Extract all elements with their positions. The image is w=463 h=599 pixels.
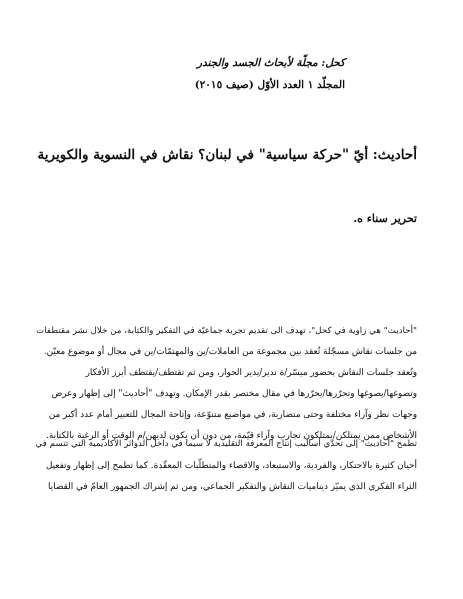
paragraph-line: وتُعقد جلسات النقاش بحضور ميسّر/ة تدير/يدير الحوار، ومن ثم تقتطف/يقتطف أبرز الأفكار — [85, 368, 417, 378]
journal-name: كحل: مجلّة لأبحاث الجسد والجندر — [197, 57, 345, 69]
paragraph-line: من جلسات نقاش مسجّلة تُعقد بين مجموعة من العاملات/ين والمهتمّات/ين في مجال أو موضوع معيّن. — [43, 347, 417, 357]
journal-issue: المجلّد ١ العدد الأوّل (صيف ٢٠١٥) — [194, 79, 345, 91]
paragraph-line: وجهات نظر وآراء مختلفة وحتى متضاربة، في مواضيع متنوّعة، وإتاحة المجال للتعبير أمام عدد أكبر من — [48, 410, 417, 420]
aims-paragraph — [33, 434, 417, 499]
paragraph-line: "أحاديث" هي زاوية في كحل"، تهدف الى تقديم تجربة جماعيّة في التفكير والكتابة، من خلال نشر مقتطفات — [36, 326, 417, 336]
article-editor: تحرير سناء ه. — [353, 212, 417, 225]
paragraph-line: الثراء الفكري الذي يميّز ديناميات النقاش والتفكير الجماعي، ومن ثم إشراك الجمهور العامّ في القضايا — [47, 482, 417, 492]
article-title: أحاديث: أيّ "حركة سياسية" في لبنان؟ نقاش في النسوية والكويرية — [37, 147, 417, 163]
paragraph-line: أحيان كثيرة بالاحتكار، والفردية، والاستبعاد، والاقصاء والمتطلّبات المعقّدة. كما تطمح إلى إظهار وتفعيل — [45, 460, 417, 471]
intro-paragraph — [33, 321, 417, 447]
paragraph-line: الأشخاص ممن يمتلكن/يمتلكون تجارب وآراء قيّمة، من دون أن يكون لديهن/م الوقت أو الرغبة بالكتابة. — [46, 431, 417, 441]
paragraph-line: وتصوغها/يصوغها وتحرّرها/يحرّرها في مقال مختصر بقدر الإمكان. وتهدف "أحاديث" إلى إظهار وعرض — [51, 389, 417, 399]
paragraph-line: تطمح "أحاديث" إلى تحدّي أساليب إنتاج المعرفة التقليدية لا سيما في داخل الدوائر الأكاديمية التي تتسم في — [35, 439, 417, 449]
journal-header — [45, 52, 345, 96]
